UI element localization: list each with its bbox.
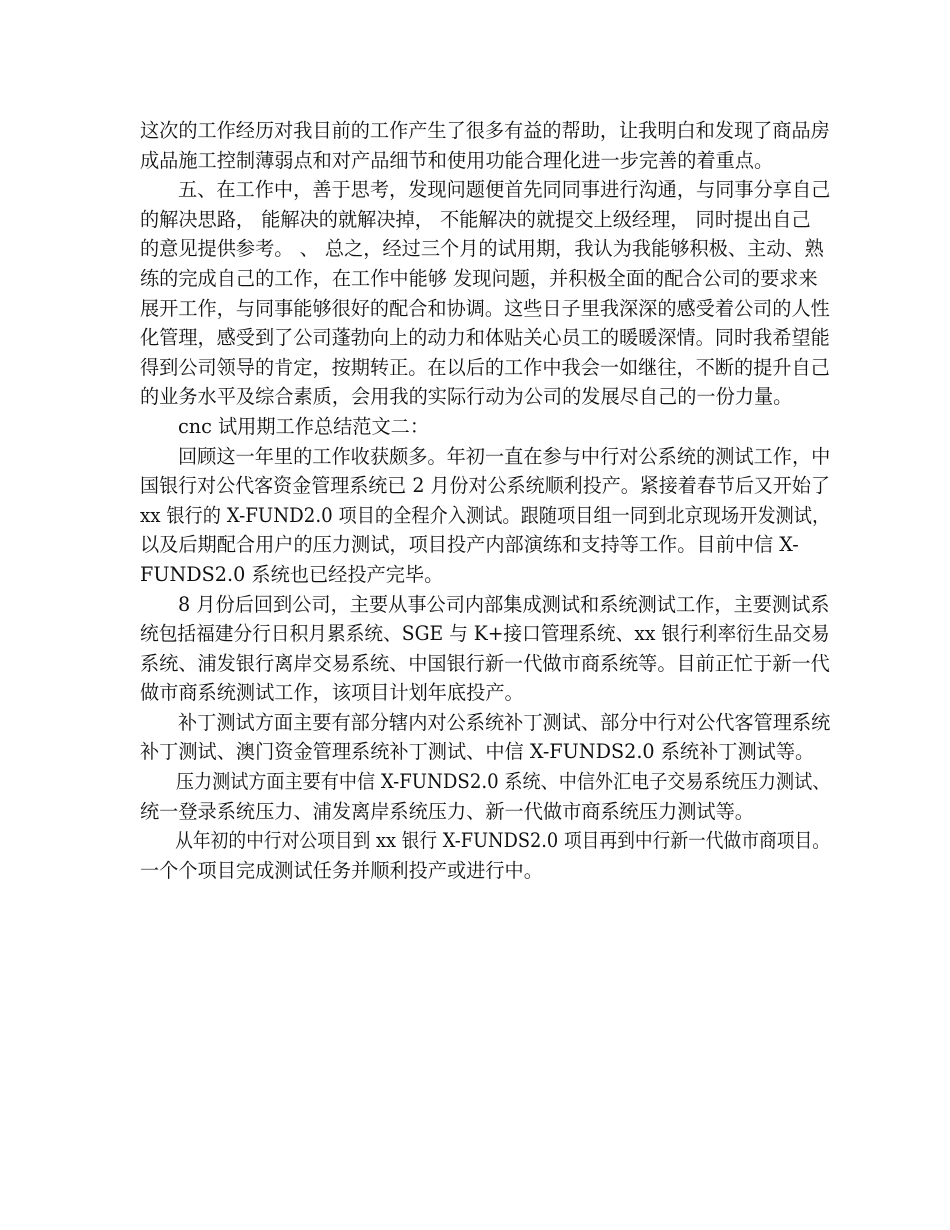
text-line: 成品施工控制薄弱点和对产品细节和使用功能合理化进一步完善的着重点。 (140, 148, 774, 172)
text-line: 展开工作，与同事能够很好的配合和协调。这些日子里我深深的感受着公司的人性 (140, 296, 830, 320)
text-line: 得到公司领导的肯定，按期转正。在以后的工作中我会一如继往，不断的提升自己 (140, 355, 830, 379)
text-line: 统一登录系统压力、浦发离岸系统压力、新一代做市商系统压力测试等。 (140, 799, 754, 823)
text-line: 压力测试方面主要有中信 X-FUNDS2.0 系统、中信外汇电子交易系统压力测试、 (175, 770, 831, 794)
document-body (140, 116, 831, 885)
text-line: 回顾这一年里的工作收获颇多。年初一直在参与中行对公系统的测试工作，中 (178, 444, 831, 468)
text-line: 系统、浦发银行离岸交易系统、中国银行新一代做市商系统等。目前正忙于新一代 (140, 651, 830, 675)
text-line: 补丁测试、澳门资金管理系统补丁测试、中信 X-FUNDS2.0 系统补丁测试等。 (140, 740, 815, 764)
text-line: 的解决思路， 能解决的就解决掉， 不能解决的就提交上级经理， 同时提出自己 (140, 207, 811, 231)
text-line: cnc 试用期工作总结范文二： (178, 414, 430, 438)
text-line: 的意见提供参考。 、 总之，经过三个月的试用期，我认为我能够积极、主动、熟 (140, 237, 824, 261)
text-line: FUNDS2.0 系统也已经投产完毕。 (140, 562, 444, 586)
text-line: 化管理，感受到了公司蓬勃向上的动力和体贴关心员工的暖暖深情。同时我希望能 (140, 326, 830, 350)
text-line: 做市商系统测试工作，该项目计划年底投产。 (140, 681, 524, 705)
text-line: 一个个项目完成测试任务并顺利投产或进行中。 (140, 858, 543, 882)
text-line: 从年初的中行对公项目到 xx 银行 X-FUNDS2.0 项目再到中行新一代做市商项目。 (175, 829, 831, 853)
text-line: 统包括福建分行日积月累系统、SGE 与 K+接口管理系统、xx 银行利率衍生品交易 (140, 622, 830, 646)
text-line: 8 月份后回到公司，主要从事公司内部集成测试和系统测试工作，主要测试系 (178, 592, 830, 616)
text-line: 练的完成自己的工作，在工作中能够 发现问题，并积极全面的配合公司的要求来 (140, 266, 818, 290)
text-line: 补丁测试方面主要有部分辖内对公系统补丁测试、部分中行对公代客管理系统 (178, 710, 831, 734)
text-line: 五、在工作中，善于思考，发现问题便首先同同事进行沟通，与同事分享自己 (178, 178, 831, 202)
text-line: 这次的工作经历对我目前的工作产生了很多有益的帮助，让我明白和发现了商品房 (140, 119, 830, 142)
text-line: 的业务水平及综合素质，会用我的实际行动为公司的发展尽自己的一份力量。 (140, 385, 793, 409)
text-line: 以及后期配合用户的压力测试，项目投产内部演练和支持等工作。目前中信 X- (140, 533, 799, 557)
text-line: 国银行对公代客资金管理系统已 2 月份对公系统顺利投产。紧接着春节后又开始了 (140, 474, 830, 498)
text-line: xx 银行的 X-FUND2.0 项目的全程介入测试。跟随项目组一同到北京现场开发测试， (140, 503, 831, 527)
